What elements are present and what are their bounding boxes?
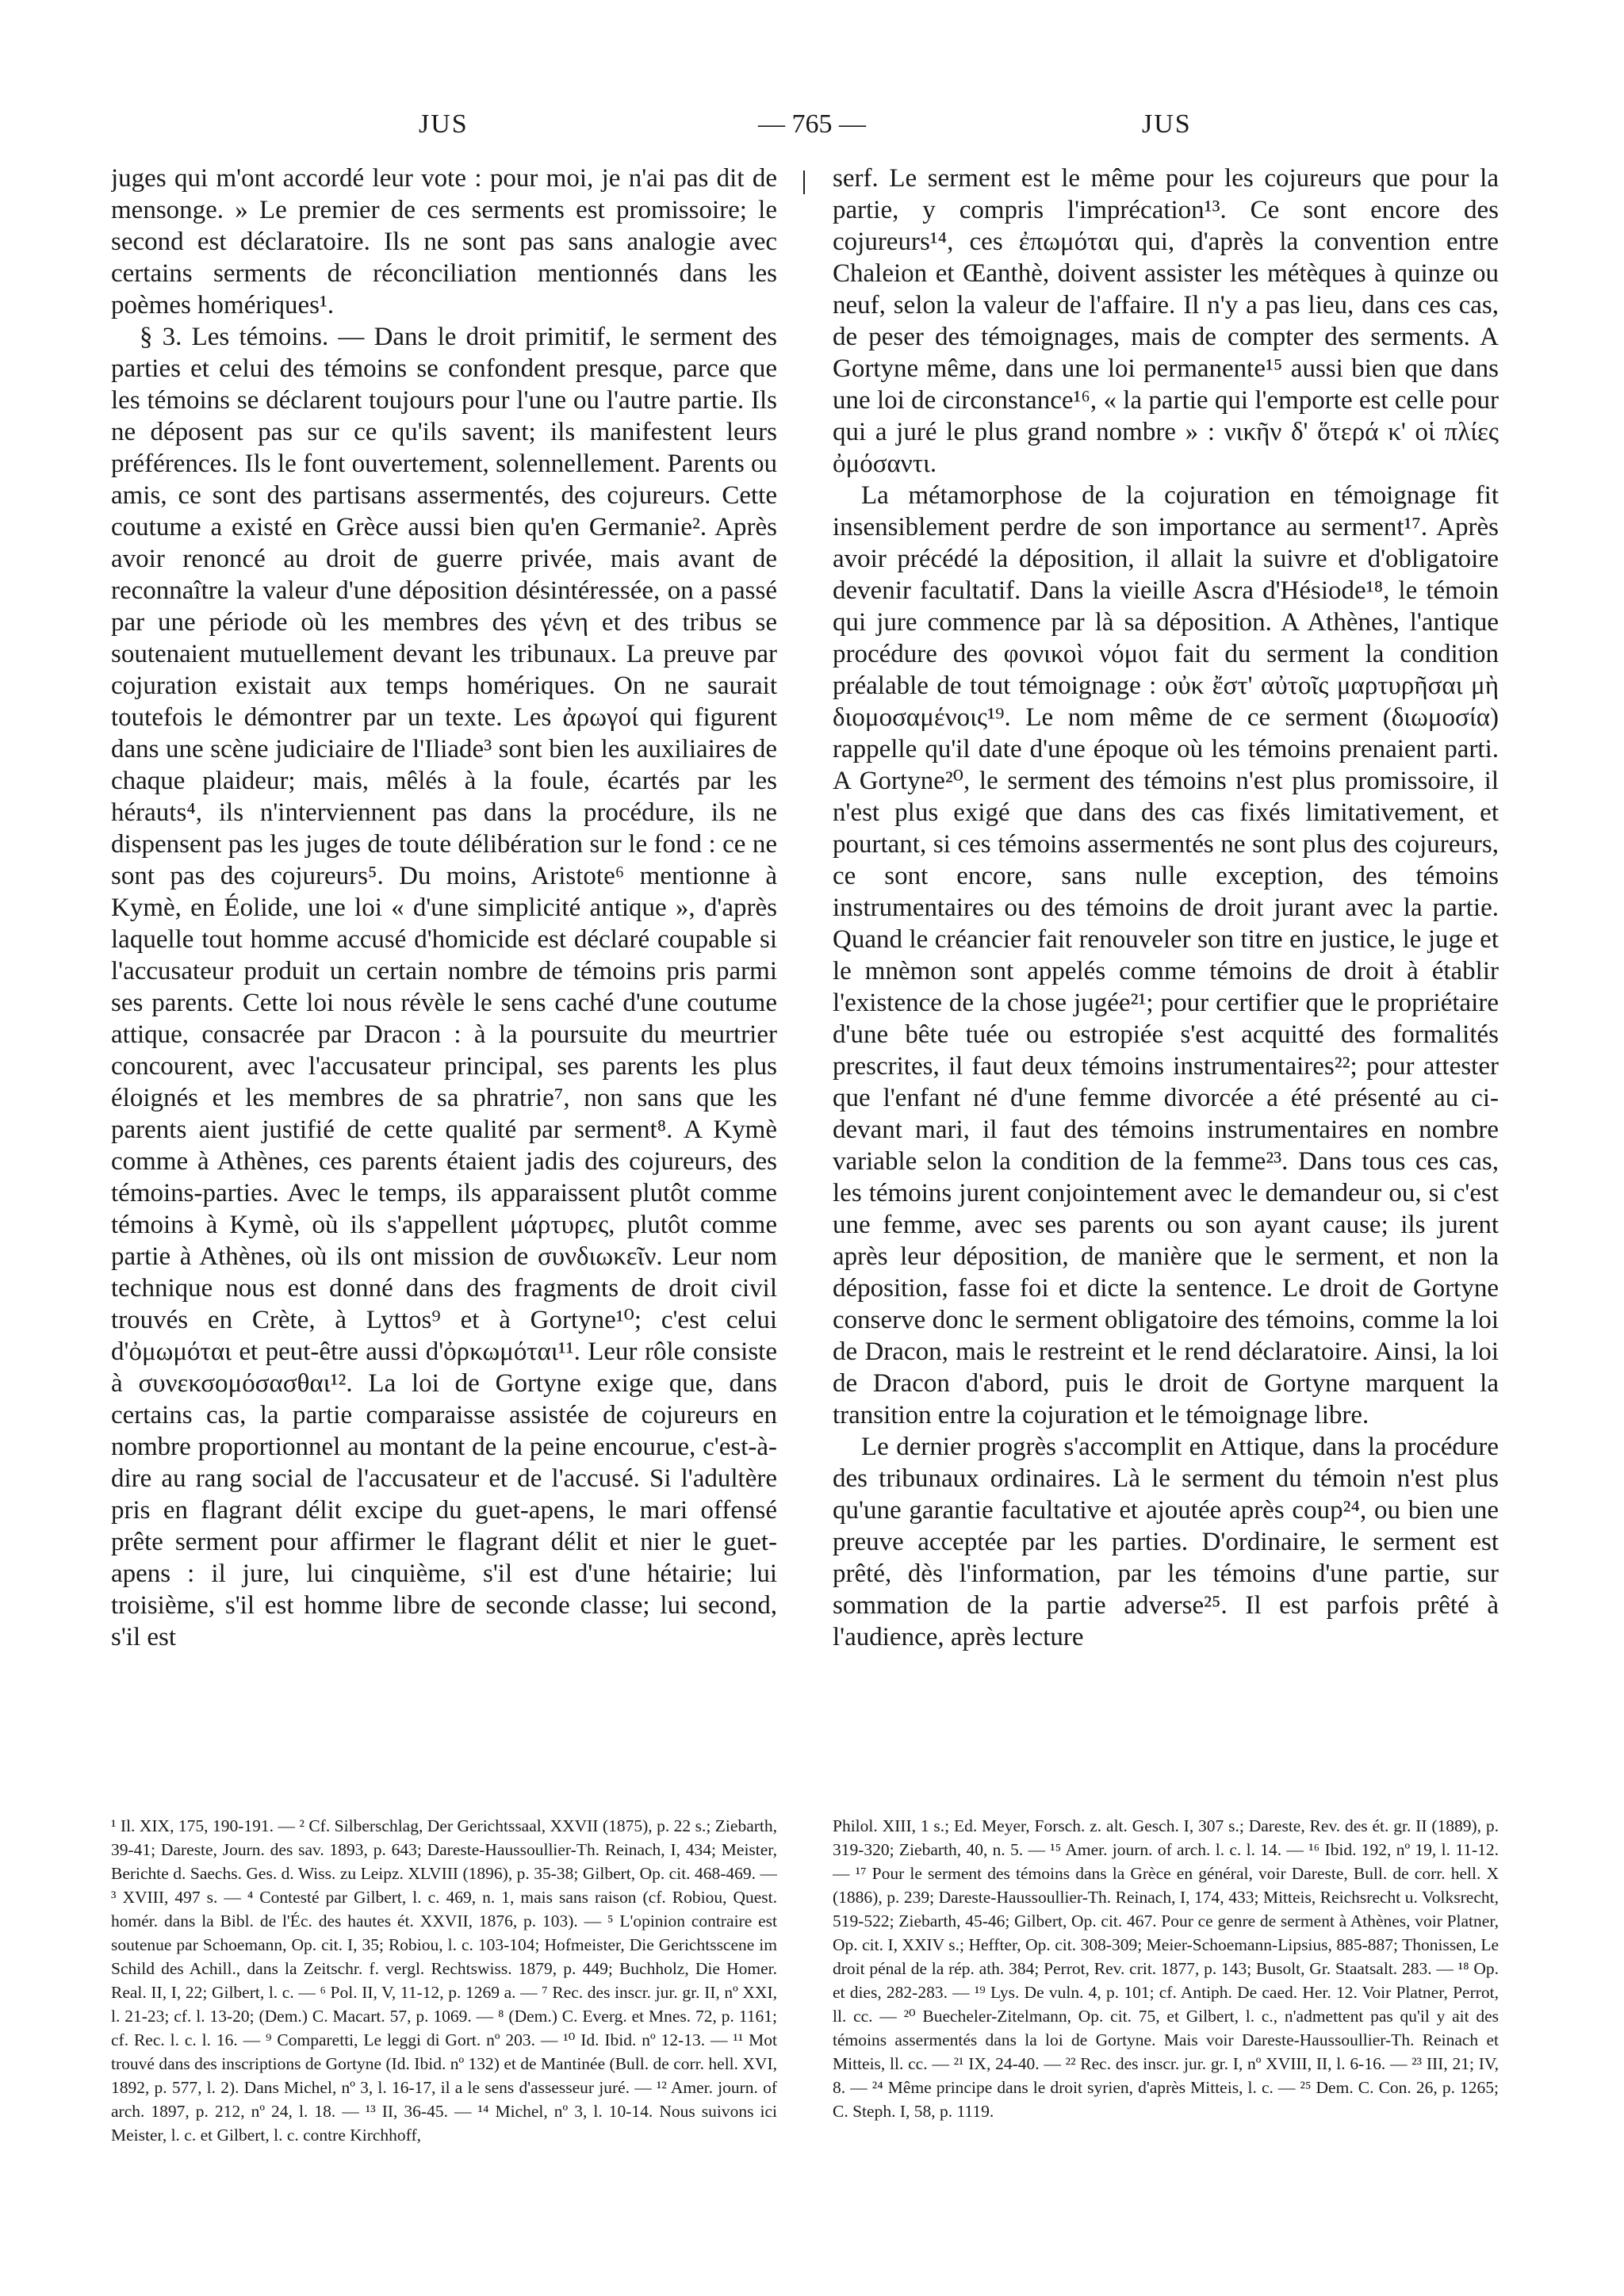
- paragraph: § 3. Les témoins. — Dans le droit primitif, le serment des parties et celui des témoins se confondent presque, parce que les témoins se déclarent toujours pour l'une ou l'autre partie. Ils ne déposent pas sur ce qu'ils savent; ils manifestent leurs préférences. Ils le font ouvertement, solennellement. Parents ou amis, ce sont des partisans assermentés, des cojureurs. Cette coutume a existé en Grèce aussi bien qu'en Germanie². Après avoir renoncé au droit de guerre privée, mais avant de reconnaître la valeur d'une déposition désintéressée, on a passé par une période où les membres des γένη et des tribus se soutenaient mutuellement devant les tribunaux. La preuve par cojuration existait aux temps homériques. On ne saurait toutefois le démontrer par un texte. Les ἀρωγοί qui figurent dans une scène judiciaire de l'Iliade³ sont bien les auxiliaires de chaque plaideur; mais, mêlés à la foule, écartés par les hérauts⁴, ils n'interviennent pas dans la procédure, ils ne dispensent pas les juges de toute délibération sur le fond : ce ne sont pas des cojureurs⁵. Du moins, Aristote⁶ mentionne à Kymè, en Éolide, une loi « d'une simplicité antique », d'après laquelle tout homme accusé d'homicide est déclaré coupable si l'accusateur produit un certain nombre de témoins pris parmi ses parents. Cette loi nous révèle le sens caché d'une coutume attique, consacrée par Dracon : à la poursuite du meurtrier concourent, avec l'accusateur principal, ses parents les plus éloignés et les membres de sa phratrie⁷, non sans que les parents aient justifié de cette qualité par serment⁸. A Kymè comme à Athènes, ces parents étaient jadis des cojureurs, des témoins-parties. Avec le temps, ils apparaissent plutôt comme témoins à Kymè, où ils s'appellent μάρτυρες, plutôt comme partie à Athènes, où ils ont mission de συνδιωκεῖν. Leur nom technique nous est donné dans des fragments de droit civil trouvés en Crète, à Lyttos⁹ et à Gortyne¹⁰; c'est celui d'ὀμωμόται et peut-être aussi d'ὀρκωμόται¹¹. Leur rôle consiste à συνεκσομόσασθαι¹². La loi de Gortyne exige que, dans certains cas, la partie comparaisse assistée de cojureurs en nombre proportionnel au montant de la peine encourue, c'est-à-dire au rang social de l'accusateur et de l'accusé. Si l'adultère pris en flagrant délit excipe du guet-apens, le mari offensé prête serment pour affirmer le flagrant délit et nier le guet-apens : il jure, lui cinquième, s'il est d'une hétairie; lui troisième, s'il est homme libre de seconde classe; lui second, s'il est: [111, 323, 777, 1651]
- page-number: — 765 —: [758, 109, 866, 139]
- footnotes-left: [111, 1814, 777, 2258]
- running-head-left: JUS: [419, 109, 469, 139]
- paragraph: Le dernier progrès s'accomplit en Attique, dans la procédure des tribunaux ordinaires. Là le serment du témoin n'est plus qu'une garantie facultative et ajoutée après coup²⁴, ou bien une preuve acceptée par les parties. D'ordinaire, le serment est prêté, dès l'information, par les témoins d'une partie, sur sommation de la partie adverse²⁵. Il est parfois prêté à l'audience, après lecture: [833, 1433, 1499, 1651]
- paragraph: juges qui m'ont accordé leur vote : pour moi, je n'ai pas dit de mensonge. » Le premier de ces serments est promissoire; le second est déclaratoire. Ils ne sont pas sans analogie avec certains serments de réconciliation mentionnés dans les poèmes homériques¹.: [111, 164, 777, 320]
- left-column: [111, 163, 777, 1772]
- footnote-text: ¹ Il. XIX, 175, 190-191. — ² Cf. Silberschlag, Der Gerichtssaal, XXVII (1875), p. 22 s.; Ziebarth, 39-41; Dareste, Journ. des sav. 1893, p. 643; Dareste-Haussoullier-Th. Reinach, I, 434; Meister, Berichte d. Saechs. Ges. d. Wiss. zu Leipz. XLVIII (1896), p. 35-38; Gilbert, Op. cit. 468-469. — ³ XVIII, 497 s. — ⁴ Contesté par Gilbert, l. c. 469, n. 1, mais sans raison (cf. Robiou, Quest. homér. dans la Bibl. de l'Éc. des hautes ét. XXVII, 1876, p. 103). — ⁵ L'opinion contraire est soutenue par Schoemann, Op. cit. I, 35; Robiou, l. c. 103-104; Hofmeister, Die Gerichtsscene im Schild des Achill., dans la Zeitschr. f. vergl. Rechtswiss. 1879, p. 449; Buchholz, Die Homer. Real. II, I, 22; Gilbert, l. c. — ⁶ Pol. II, V, 11-12, p. 1269 a. — ⁷ Rec. des inscr. jur. gr. II, nº XXI, l. 21-23; cf. l. 13-20; (Dem.) C. Macart. 57, p. 1069. — ⁸ (Dem.) C. Everg. et Mnes. 72, p. 1161; cf. Rec. l. c. l. 16. — ⁹ Comparetti, Le leggi di Gort. nº 203. — ¹⁰ Id. Ibid. nº 12-13. — ¹¹ Mot trouvé dans des inscriptions de Gortyne (Id. Ibid. nº 132) et de Mantinée (Bull. de corr. hell. XVI, 1892, p. 577, l. 2). Dans Michel, nº 3, l. 16-17, il a le sens d'assesseur juré. — ¹² Amer. journ. of arch. 1897, p. 212, nº 24, l. 18. — ¹³ II, 36-45. — ¹⁴ Michel, nº 3, l. 10-14. Nous suivons ici Meister, l. c. et Gilbert, l. c. contre Kirchhoff,: [111, 1816, 777, 2145]
- page-header: [0, 109, 1624, 149]
- right-column: [833, 163, 1499, 1772]
- paragraph: La métamorphose de la cojuration en témoignage fit insensiblement perdre de son importance au serment¹⁷. Après avoir précédé la déposition, il allait la suivre et d'obligatoire devenir facultatif. Dans la vieille Ascra d'Hésiode¹⁸, le témoin qui jure commence par là sa déposition. A Athènes, l'antique procédure des φονικοὶ νόμοι fait du serment la condition préalable de tout témoignage : οὐκ ἔστ' αὐτοῖς μαρτυρῆσαι μὴ διομοσαμένοις¹⁹. Le nom même de ce serment (διωμοσία) rappelle qu'il date d'une époque où les témoins prenaient parti. A Gortyne²⁰, le serment des témoins n'est plus promissoire, il n'est plus exigé que dans des cas fixés limitativement, et pourtant, si ces témoins assermentés ne sont plus des cojureurs, ce sont encore, sans nulle exception, des témoins instrumentaires ou des témoins de droit jurant avec la partie. Quand le créancier fait renouveler son titre en justice, le juge et le mnèmon sont appelés comme témoins de droit à établir l'existence de la chose jugée²¹; pour certifier que le propriétaire d'une bête tuée ou estropiée s'est acquitté des formalités prescrites, il faut deux témoins instrumentaires²²; pour attester que l'enfant né d'une femme divorcée a été présenté au ci-devant mari, il faut des témoins instrumentaires en nombre variable selon la condition de la femme²³. Dans tous ces cas, les témoins jurent conjointement avec le demandeur ou, si c'est une femme, avec ses parents ou son ayant cause; ils jurent après leur déposition, de manière que le serment, et non la déposition, fasse foi et dicte la sentence. Le droit de Gortyne conserve donc le serment obligatoire des témoins, comme la loi de Dracon, mais le restreint et le rend déclaratoire. Ainsi, la loi de Dracon d'abord, puis le droit de Gortyne marquent la transition entre la cojuration et le témoignage libre.: [833, 481, 1499, 1429]
- paragraph: serf. Le serment est le même pour les cojureurs que pour la partie, y compris l'imprécation¹³. Ce sont encore des cojureurs¹⁴, ces ἐπωμόται qui, d'après la convention entre Chaleion et Œanthè, doivent assister les métèques à quinze ou neuf, selon la valeur de l'affaire. Il n'y a pas lieu, dans ces cas, de peser des témoignages, mais de compter des serments. A Gortyne même, dans une loi permanente¹⁵ aussi bien que dans une loi de circonstance¹⁶, « la partie qui l'emporte est celle pour qui a juré le plus grand nombre » : νικῆν δ' ὅτερά κ' οἱ πλίες ὀμόσαντι.: [833, 164, 1499, 478]
- footnotes-right: [833, 1814, 1499, 2258]
- running-head-right: JUS: [1142, 109, 1192, 139]
- footnote-text: Philol. XIII, 1 s.; Ed. Meyer, Forsch. z. alt. Gesch. I, 307 s.; Dareste, Rev. des ét. gr. II (1889), p. 319-320; Ziebarth, 40, n. 5. — ¹⁵ Amer. journ. of arch. l. c. l. 14. — ¹⁶ Ibid. 192, nº 19, l. 11-12. — ¹⁷ Pour le serment des témoins dans la Grèce en général, voir Dareste, Bull. de corr. hell. X (1886), p. 239; Dareste-Haussoullier-Th. Reinach, I, 174, 433; Mitteis, Reichsrecht u. Volksrecht, 519-522; Ziebarth, 45-46; Gilbert, Op. cit. 467. Pour ce genre de serment à Athènes, voir Platner, Op. cit. I, XXIV s.; Heffter, Op. cit. 308-309; Meier-Schoemann-Lipsius, 885-887; Thonissen, Le droit pénal de la rép. ath. 384; Perrot, Rev. crit. 1877, p. 143; Busolt, Gr. Staatsalt. 283. — ¹⁸ Op. et dies, 282-283. — ¹⁹ Lys. De vuln. 4, p. 101; cf. Antiph. De caed. Her. 12. Voir Platner, Perrot, ll. cc. — ²⁰ Buecheler-Zitelmann, Op. cit. 75, et Gilbert, l. c., n'admettent pas qu'il y ait des témoins assermentés dans la loi de Gortyne. Mais voir Dareste-Haussoullier-Th. Reinach et Mitteis, ll. cc. — ²¹ IX, 24-40. — ²² Rec. des inscr. jur. gr. I, nº XVIII, II, l. 6-16. — ²³ III, 21; IV, 8. — ²⁴ Même principe dans le droit syrien, d'après Mitteis, l. c. — ²⁵ Dem. C. Con. 26, p. 1265; C. Steph. I, 58, p. 1119.: [833, 1816, 1499, 2121]
- column-divider: [803, 170, 805, 194]
